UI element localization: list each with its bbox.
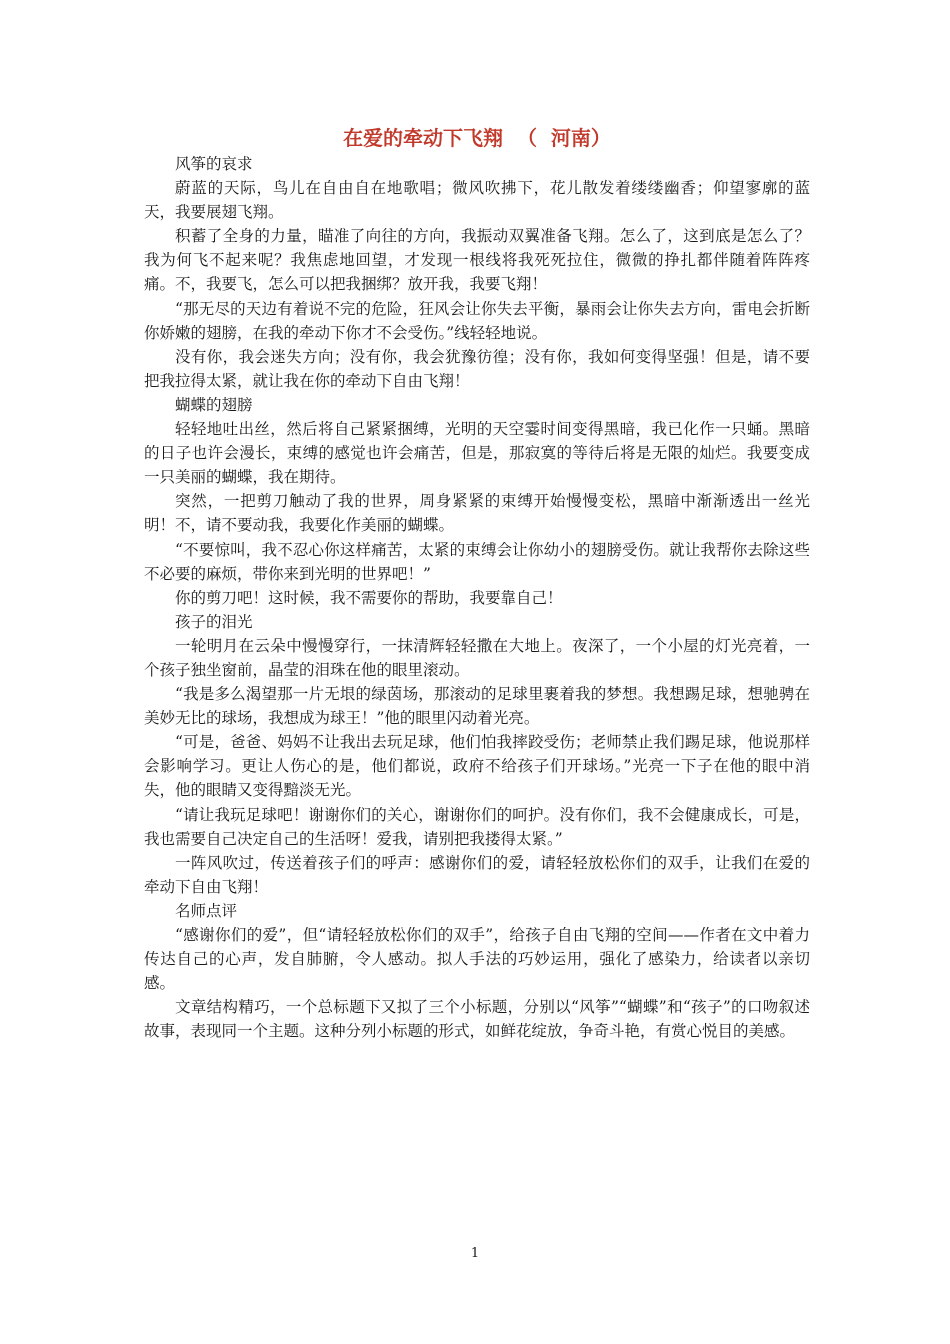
- section-heading-teacher-comment: 名师点评: [175, 901, 238, 920]
- paragraph: 积蓄了全身的力量，瞄准了向往的方向，我振动双翼准备飞翔。怎么了，这到底是怎么了？我为何飞不起来呢？我焦虑地回望，才发现一根线将我死死拉住，微微的挣扎都伴随着阵阵疼痛。不，我要飞，怎么可以把我捆绑？放开我，我要飞翔！: [144, 227, 810, 294]
- paragraph: “感谢你们的爱”，但“请轻轻放松你们的双手”，给孩子自由飞翔的空间——作者在文中着力传达自己的心声，发自肺腑，令人感动。拟人手法的巧妙运用，强化了感染力，给读者以亲切感。: [144, 926, 810, 993]
- section-heading-kite: 风筝的哀求: [175, 155, 253, 173]
- paragraph: 一阵风吹过，传送着孩子们的呼声：感谢你们的爱，请轻轻放松你们的双手，让我们在爱的牵动下自由飞翔！: [144, 853, 810, 896]
- paragraph: 没有你，我会迷失方向；没有你，我会犹豫彷徨；没有你，我如何变得坚强！但是，请不要把我拉得太紧，就让我在你的牵动下自由飞翔！: [144, 347, 810, 390]
- paragraph: 你的剪刀吧！这时候，我不需要你的帮助，我要靠自己！: [175, 588, 563, 607]
- paragraph: “请让我玩足球吧！谢谢你们的关心，谢谢你们的呵护。没有你们，我不会健康成长，可是，我也需要自己决定自己的生活呀！爱我，请别把我搂得太紧。”: [144, 805, 810, 848]
- paragraph: 突然，一把剪刀触动了我的世界，周身紧紧的束缚开始慢慢变松，黑暗中渐渐透出一丝光明！不，请不要动我，我要化作美丽的蝴蝶。: [144, 492, 810, 535]
- paragraph: “我是多么渴望那一片无垠的绿茵场，那滚动的足球里裹着我的梦想。我想踢足球，想驰骋在美妙无比的球场，我想成为球王！”他的眼里闪动着光亮。: [144, 685, 810, 728]
- document-page: [144, 118, 810, 1043]
- paragraph: “那无尽的天边有着说不完的危险，狂风会让你失去平衡，暴雨会让你失去方向，雷电会折断你娇嫩的翅膀，在我的牵动下你才不会受伤。”线轻轻地说。: [144, 299, 810, 342]
- paragraph: 轻轻地吐出丝，然后将自己紧紧捆缚，光明的天空霎时间变得黑暗，我已化作一只蛹。黑暗的日子也许会漫长，束缚的感觉也许会痛苦，但是，那寂寞的等待后将是无限的灿烂。我要变成一只美丽的蝴蝶，我在期待。: [144, 420, 810, 487]
- page-number: 1: [470, 1246, 480, 1261]
- document-title: 在爱的牵动下飞翔 （ 河南）: [343, 126, 611, 150]
- paragraph: “可是，爸爸、妈妈不让我出去玩足球，他们怕我摔跤受伤；老师禁止我们踢足球，他说那样会影响学习。更让人伤心的是，他们都说，政府不给孩子们开球场。”光亮一下子在他的眼中消失，他的眼睛又变得黯淡无光。: [144, 733, 810, 800]
- paragraph: 蔚蓝的天际，鸟儿在自由自在地歌唱；微风吹拂下，花儿散发着缕缕幽香；仰望寥廓的蓝天，我要展翅飞翔。: [144, 179, 810, 222]
- paragraph: 一轮明月在云朵中慢慢穿行，一抹清辉轻轻撒在大地上。夜深了，一个小屋的灯光亮着，一个孩子独坐窗前，晶莹的泪珠在他的眼里滚动。: [144, 636, 810, 679]
- section-heading-child: 孩子的泪光: [175, 612, 253, 631]
- section-heading-butterfly: 蝴蝶的翅膀: [175, 395, 253, 414]
- paragraph: 文章结构精巧，一个总标题下又拟了三个小标题，分别以“风筝”“蝴蝶”和“孩子”的口吻叙述故事，表现同一个主题。这种分列小标题的形式，如鲜花绽放，争奇斗艳，有赏心悦目的美感。: [144, 998, 810, 1041]
- paragraph: “不要惊叫，我不忍心你这样痛苦，太紧的束缚会让你幼小的翅膀受伤。就让我帮你去除这些不必要的麻烦，带你来到光明的世界吧！”: [144, 540, 810, 583]
